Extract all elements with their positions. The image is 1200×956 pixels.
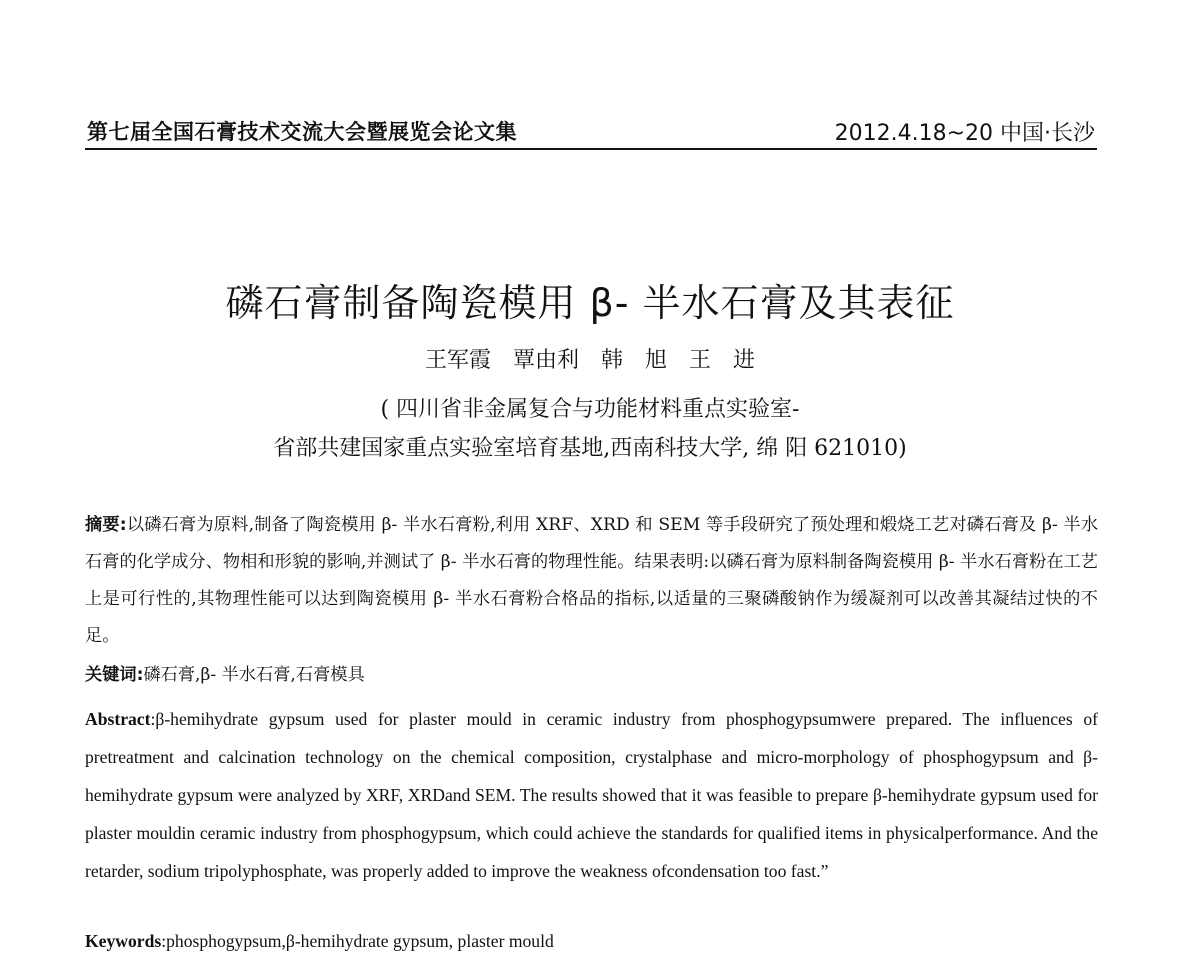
- paper-title: 磷石膏制备陶瓷模用 β- 半水石膏及其表征: [225, 281, 955, 325]
- proceedings-title: 第七届全国石膏技术交流大会暨展览会论文集: [87, 120, 517, 144]
- abstract-english-text: :β-hemihydrate gypsum used for plaster mould in ceramic industry from phosphogypsumwere prepared. The influences of pretreatment and calcination technology on the chemical composition, crystalphase and micro-morphology of phosphogypsum and β-hemihydrate gypsum were analyzed by XRF, XRDand SEM. The results showed that it was feasible to prepare β-hemihydrate gypsum used for plaster mouldin ceramic industry from phosphogypsum, which could achieve the standards for qualified items in physicalperformance. And the retarder, sodium tripolyphosphate, was properly added to improve the weakness ofcondensation too fast.”: [85, 709, 1098, 881]
- abstract-english-label: Abstract: [85, 709, 151, 729]
- affiliation-line-1: ( 四川省非金属复合与功能材料重点实验室-: [380, 397, 800, 422]
- abstract-english: [85, 700, 1098, 890]
- running-header: [85, 116, 1097, 150]
- abstract-chinese-text: 以磷石膏为原料,制备了陶瓷模用 β- 半水石膏粉,利用 XRF、XRD 和 SEM 等手段研究了预处理和煅烧工艺对磷石膏及 β- 半水石膏的化学成分、物相和形貌的影响,并测试了 β- 半水石膏的物理性能。结果表明:以磷石膏为原料制备陶瓷模用 β- 半水石膏粉在工艺上是可行性的,其物理性能可以达到陶瓷模用 β- 半水石膏粉合格品的指标,以适量的三聚磷酸钠作为缓凝剂可以改善其凝结过快的不足。: [85, 515, 1099, 646]
- keywords-english-text: :phosphogypsum,β-hemihydrate gypsum, plaster mould: [161, 931, 554, 951]
- affiliation-line-2: 省部共建国家重点实验室培育基地,西南科技大学, 绵 阳 621010): [273, 436, 907, 461]
- author-list: 王军霞 覃由利 韩 旭 王 进: [424, 348, 755, 373]
- keywords-chinese-label: 关键词:: [85, 665, 144, 685]
- keywords-chinese-text: 磷石膏,β- 半水石膏,石膏模具: [143, 665, 365, 685]
- conference-date-place: 2012.4.18~20 中国·长沙: [834, 121, 1095, 146]
- keywords-english-label: Keywords: [85, 931, 162, 951]
- abstract-chinese-label: 摘要:: [85, 515, 127, 535]
- keywords-chinese: [85, 657, 1098, 694]
- abstract-chinese: [85, 507, 1098, 655]
